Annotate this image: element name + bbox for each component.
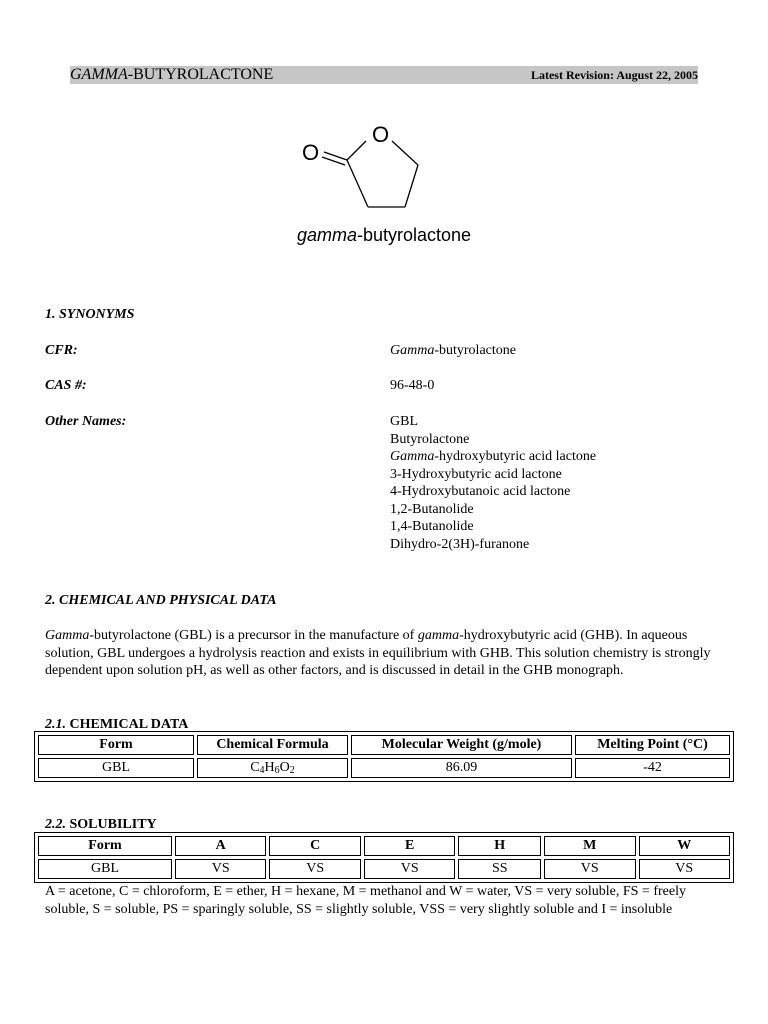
- section-2-paragraph: Gamma-butyrolactone (GBL) is a precursor in the manufacture of gamma-hydroxybutyric acid (GHB). In aqueous solution, GBL undergoes a hydrolysis reaction and exists in equilibrium with GHB. This solution chemistry is strongly dependent upon solution pH, as well as other factors, and is discussed in detail in the GHB monograph.: [45, 628, 711, 678]
- section-2-heading: 2. CHEMICAL AND PHYSICAL DATA: [45, 593, 277, 608]
- title-rest-part: -BUTYROLACTONE: [127, 66, 274, 83]
- column-header: W: [639, 836, 731, 856]
- other-name-item: Dihydro-2(3H)-furanone: [390, 536, 530, 552]
- bond-o-c4: [392, 141, 418, 165]
- solubility-legend: A = acetone, C = chloroform, E = ether, H = hexane, M = methanol and W = water, VS = very soluble, FS = freely soluble, S = soluble, PS = sparingly soluble, SS = slightly soluble, VSS = very slightly soluble and I = insoluble: [45, 884, 686, 917]
- molecule-caption: [0, 225, 768, 245]
- other-name-item: 4-Hydroxybutanoic acid lactone: [390, 484, 571, 499]
- ring-oxygen-label: O: [372, 122, 390, 147]
- column-header: C: [269, 836, 360, 856]
- ring-bonds: [322, 141, 418, 207]
- table-cell: SS: [458, 859, 541, 879]
- chemical-data-table: [34, 731, 734, 782]
- table-cell: VS: [269, 859, 360, 879]
- other-name-item: GBL: [390, 414, 418, 429]
- cell-molecular-weight: 86.09: [351, 758, 572, 778]
- column-header: Melting Point (°C): [575, 735, 730, 755]
- column-header: A: [175, 836, 266, 856]
- other-name-item: Butyrolactone: [390, 431, 470, 447]
- caption-italic-part: gamma: [296, 225, 357, 245]
- bond-c1-o: [347, 141, 366, 160]
- table-header-row: [38, 836, 730, 856]
- other-name-item: 1,2-Butanolide: [390, 501, 474, 517]
- cfr-value-rest: -butyrolactone: [434, 343, 516, 358]
- table-header-row: [38, 735, 730, 755]
- gamma-butyrolactone-structure: [290, 115, 490, 225]
- cell-melting-point: -42: [575, 758, 730, 778]
- other-name-item: 1,4-Butanolide: [390, 519, 474, 534]
- cas-value: 96-48-0: [390, 378, 435, 393]
- table-cell: VS: [639, 859, 731, 879]
- column-header: Chemical Formula: [197, 735, 348, 755]
- column-header: E: [364, 836, 455, 856]
- column-header: M: [544, 836, 635, 856]
- cfr-value-italic: Gamma: [390, 343, 435, 358]
- column-header: Form: [38, 735, 194, 755]
- table-cell: GBL: [38, 859, 172, 879]
- chemical-data-heading: 2.1. CHEMICAL DATA: [45, 717, 189, 732]
- solubility-heading: 2.2. SOLUBILITY: [45, 817, 157, 832]
- cell-form: GBL: [38, 758, 194, 778]
- section-1-heading: 1. SYNONYMS: [45, 307, 135, 322]
- table-cell: VS: [364, 859, 455, 879]
- other-names-list: [390, 413, 596, 553]
- document-title: [70, 66, 273, 84]
- table-cell: VS: [544, 859, 635, 879]
- column-header: Molecular Weight (g/mole): [351, 735, 572, 755]
- cell-formula: $C_4H_6O_2$: [197, 758, 348, 778]
- table-row: [38, 758, 730, 778]
- table-cell: VS: [175, 859, 266, 879]
- header-bar: [70, 66, 698, 84]
- carbonyl-oxygen-label: O: [302, 140, 320, 165]
- column-header: H: [458, 836, 541, 856]
- cas-label: CAS #:: [45, 378, 87, 393]
- other-name-item: Gamma-hydroxybutyric acid lactone: [390, 449, 597, 464]
- caption-rest-part: -butyrolactone: [356, 225, 472, 245]
- revision-date: Latest Revision: August 22, 2005: [530, 68, 698, 82]
- other-names-label: Other Names:: [45, 414, 127, 429]
- column-header: Form: [38, 836, 172, 856]
- bond-c2-c1: [347, 160, 368, 207]
- cfr-value: [390, 342, 516, 360]
- solubility-table: [34, 832, 734, 883]
- other-name-item: 3-Hydroxybutyric acid lactone: [390, 466, 562, 482]
- cfr-label: CFR:: [45, 343, 78, 358]
- table-row: [38, 859, 730, 879]
- bond-c4-c3: [405, 165, 418, 207]
- title-italic-part: GAMMA: [70, 66, 128, 83]
